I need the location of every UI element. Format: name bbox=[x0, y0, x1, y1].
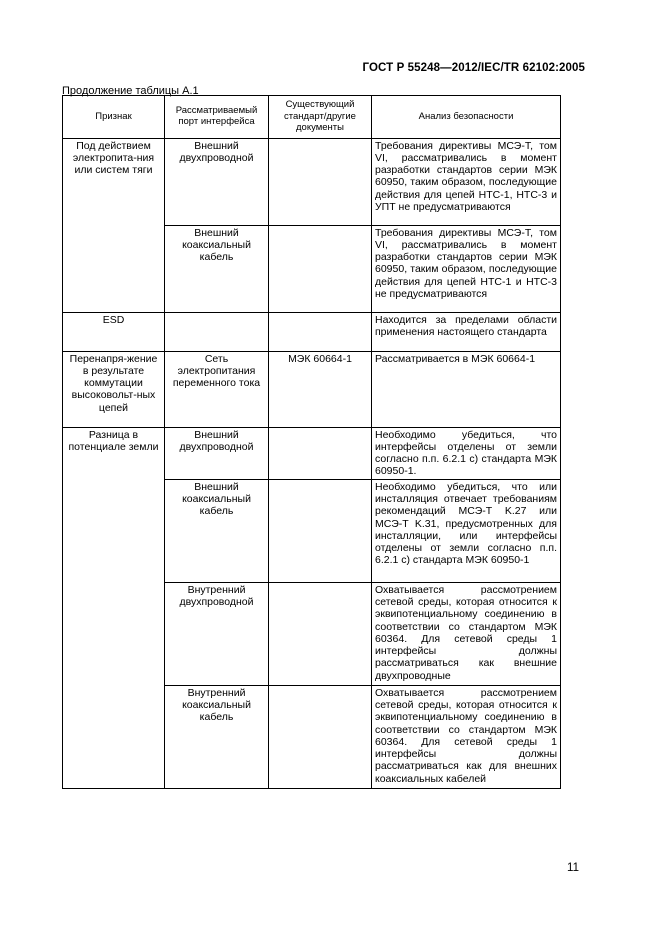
column-header-port: Рассматриваемый порт интерфейса bbox=[165, 96, 269, 139]
safety-analysis-table bbox=[62, 95, 561, 789]
cell-standard bbox=[269, 225, 372, 312]
cell-analysis: Необходимо убедиться, что интерфейсы отделены от земли согласно п.п. 6.2.1 с) стандарта МЭК 60950-1. bbox=[372, 427, 561, 479]
cell-port: Внешний коаксиальный кабель bbox=[165, 225, 269, 312]
table-row bbox=[63, 351, 561, 427]
column-header-analysis: Анализ безопасности bbox=[372, 96, 561, 139]
cell-feature: ESD bbox=[63, 312, 165, 351]
table-caption: Продолжение таблицы А.1 bbox=[62, 85, 199, 97]
cell-analysis: Требования директивы МСЭ-Т, том VI, рассматривались в момент разработки стандартов серии МЭК 60950, таким образом, последующие действия для цепей НТС-1, НТС-3 и УПТ не предусматриваются bbox=[372, 138, 561, 225]
cell-port bbox=[165, 312, 269, 351]
cell-standard bbox=[269, 138, 372, 225]
cell-feature: Под действием электропита-ния или систем тяги bbox=[63, 138, 165, 312]
document-header: ГОСТ Р 55248—2012/IEC/TR 62102:2005 bbox=[362, 62, 585, 74]
cell-analysis: Охватывается рассмотрением сетевой среды, которая относится к эквипотенциальному соединению в соответствии со стандартом МЭК 60364. Для сетевой среды 1 интерфейсы должны рассматриваться как для внешних коаксиальных кабелей bbox=[372, 685, 561, 788]
cell-standard bbox=[269, 479, 372, 582]
page-number: 11 bbox=[567, 862, 579, 874]
cell-standard bbox=[269, 312, 372, 351]
table-header-row bbox=[63, 96, 561, 139]
cell-feature: Перенапря-жение в результате коммутации высоковольт-ных цепей bbox=[63, 351, 165, 427]
cell-port: Сеть электропитания переменного тока bbox=[165, 351, 269, 427]
cell-standard: МЭК 60664-1 bbox=[269, 351, 372, 427]
cell-feature: Разница в потенциале земли bbox=[63, 427, 165, 788]
cell-analysis: Необходимо убедиться, что или инсталляция отвечает требованиям рекомендаций МСЭ-Т K.27 или МСЭ-Т K.31, предусмотренных для инсталляции, или интерфейсы отделены от земли согласно п.п. 6.2.1 с) стандарта МЭК 60950-1 bbox=[372, 479, 561, 582]
cell-port: Внутренний коаксиальный кабель bbox=[165, 685, 269, 788]
cell-port: Внешний двухпроводной bbox=[165, 427, 269, 479]
cell-port: Внешний коаксиальный кабель bbox=[165, 479, 269, 582]
cell-port: Внешний двухпроводной bbox=[165, 138, 269, 225]
table-row bbox=[63, 427, 561, 479]
cell-standard bbox=[269, 685, 372, 788]
table-row bbox=[63, 312, 561, 351]
cell-analysis: Требования директивы МСЭ-Т, том VI, рассматривались в момент разработки стандартов серии МЭК 60950, таким образом, последующие действия для цепей НТС-1 и НТС-3 не предусматриваются bbox=[372, 225, 561, 312]
cell-port: Внутренний двухпроводной bbox=[165, 582, 269, 685]
column-header-standard: Существующий стандарт/другие документы bbox=[269, 96, 372, 139]
table-row bbox=[63, 138, 561, 225]
cell-standard bbox=[269, 582, 372, 685]
column-header-feature: Признак bbox=[63, 96, 165, 139]
cell-analysis: Находится за пределами области применения настоящего стандарта bbox=[372, 312, 561, 351]
cell-analysis: Рассматривается в МЭК 60664-1 bbox=[372, 351, 561, 427]
cell-analysis: Охватывается рассмотрением сетевой среды, которая относится к эквипотенциальному соединению в соответствии со стандартом МЭК 60364. Для сетевой среды 1 интерфейсы должны рассматриваться как внешние двухпроводные bbox=[372, 582, 561, 685]
cell-standard bbox=[269, 427, 372, 479]
